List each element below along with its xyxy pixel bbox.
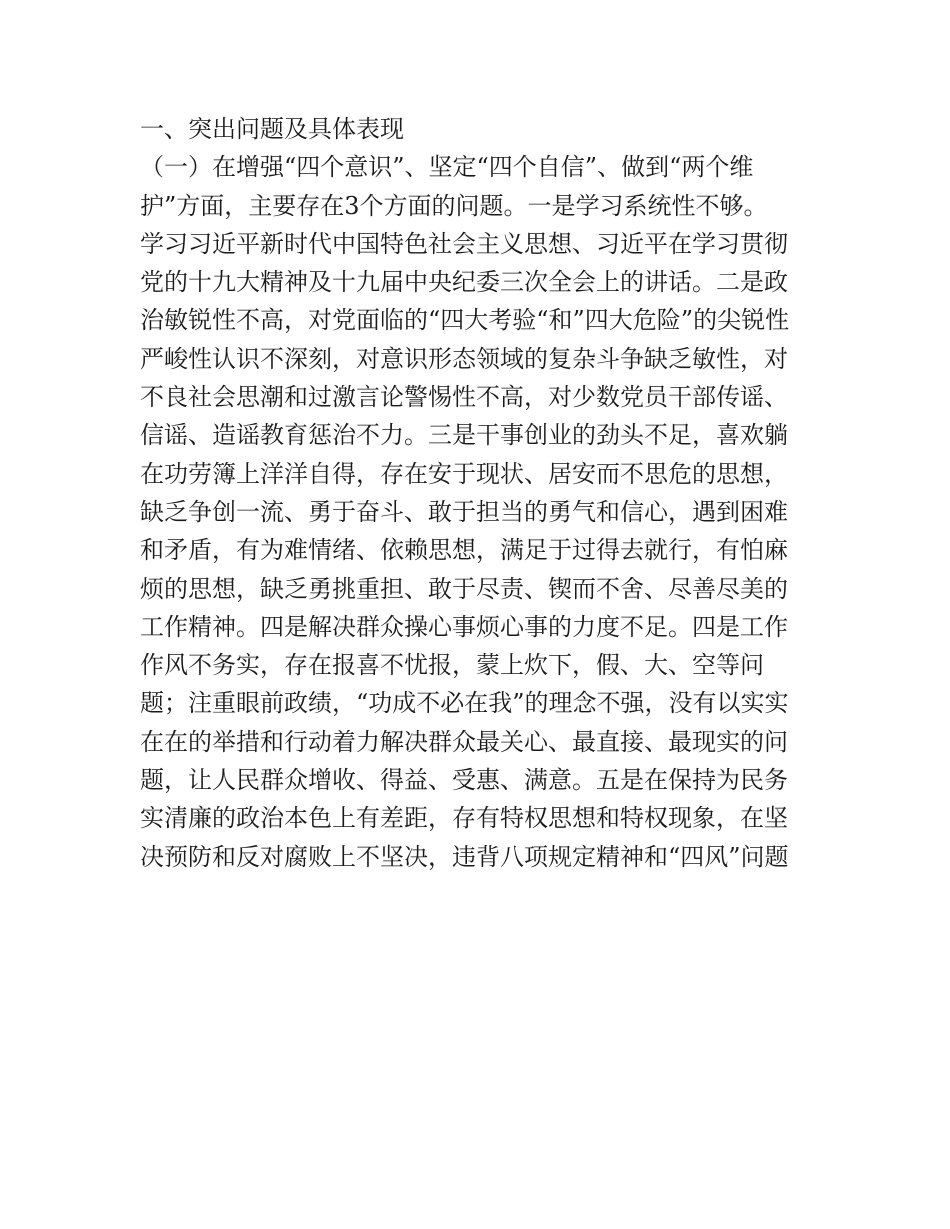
text-line: 严峻性认识不深刻，对意识形态领域的复杂斗争缺乏敏性，对 bbox=[140, 344, 788, 373]
text-line: 实清廉的政治本色上有差距，存有特权思想和特权现象，在坚 bbox=[140, 804, 788, 833]
text-line: 题，让人民群众增收、得益、受惠、满意。五是在保持为民务 bbox=[140, 766, 788, 795]
text-line: 治敏锐性不高，对党面临的“四大考验“和”四大危险”的尖锐性 bbox=[140, 306, 790, 335]
section-heading: 一、突出问题及具体表现 bbox=[140, 115, 404, 143]
text-line: 护”方面，主要存在3个方面的问题。一是学习系统性不够。 bbox=[140, 191, 768, 220]
text-line: 缺乏争创一流、勇于奋斗、敢于担当的勇气和信心，遇到困难 bbox=[140, 497, 788, 526]
text-line: 题；注重眼前政绩，“功成不必在我”的理念不强，没有以实实 bbox=[140, 689, 789, 718]
text-line: 在功劳簿上洋洋自得，存在安于现状、居安而不思危的思想， bbox=[140, 459, 788, 488]
body-text bbox=[140, 110, 820, 876]
text-line: 不良社会思潮和过激言论警惕性不高，对少数党员干部传谣、 bbox=[140, 383, 788, 412]
text-line: 学习习近平新时代中国特色社会主义思想、习近平在学习贯彻 bbox=[140, 229, 788, 258]
text-line: 和矛盾，有为难情绪、依赖思想，满足于过得去就行，有怕麻 bbox=[140, 536, 788, 565]
text-line: 烦的思想，缺乏勇挑重担、敢于尽责、锲而不舍、尽善尽美的 bbox=[140, 574, 788, 603]
text-line: 决预防和反对腐败上不坚决，违背八项规定精神和“四风”问题 bbox=[140, 842, 789, 871]
text-line: 党的十九大精神及十九届中央纪委三次全会上的讲话。二是政 bbox=[140, 268, 788, 297]
text-line: 信谣、造谣教育惩治不力。三是干事创业的劲头不足，喜欢躺 bbox=[140, 421, 788, 450]
text-line: 工作精神。四是解决群众操心事烦心事的力度不足。四是工作 bbox=[140, 612, 788, 641]
text-line: 在在的举措和行动着力解决群众最关心、最直接、最现实的问 bbox=[140, 727, 788, 756]
text-line: （一）在增强“四个意识”、坚定“四个自信”、做到“两个维 bbox=[140, 153, 754, 182]
text-line: 作风不务实，存在报喜不忧报，蒙上炊下，假、大、空等问 bbox=[140, 651, 764, 680]
